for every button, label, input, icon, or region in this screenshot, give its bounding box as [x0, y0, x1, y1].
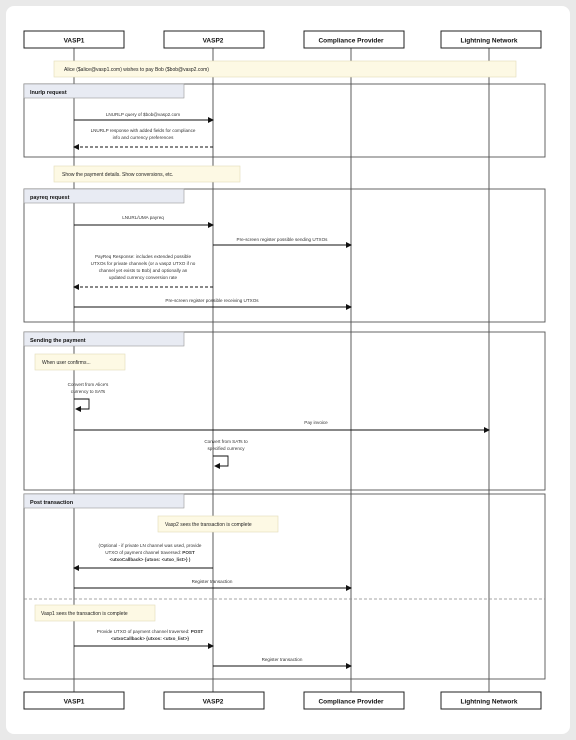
- convert-sats-label-2: specified currency: [207, 446, 245, 451]
- provide-utxo-label-1: Provide UTXO of payment channel traversed: POST: [96, 629, 204, 634]
- vasp2-complete-note-text: Vasp2 sees the transaction is complete: [165, 522, 252, 528]
- sequence-diagram: [6, 6, 570, 734]
- prescreen-receiving-label: Pre-screen register possible receiving UTXOs: [165, 298, 259, 303]
- confirm-note-text: When user confirms...: [42, 360, 91, 366]
- payreq-response-label-1: PayReq Response: includes extended possible: [94, 254, 192, 259]
- payreq-response-label-2: UTXOs for private channels (or a vasp2 UTXO if no: [90, 261, 196, 266]
- convert-alice-label-2: currency to SATs: [70, 389, 106, 394]
- convert-alice-label-1: Convert from Alice's: [67, 382, 109, 387]
- svg-text:Compliance Provider: Compliance Provider: [318, 37, 384, 45]
- svg-text:VASP1: VASP1: [63, 698, 85, 706]
- frame-post-label: Post transaction: [30, 500, 74, 506]
- vasp1-complete-note-text: Vasp1 sees the transaction is complete: [41, 611, 128, 617]
- details-note-text: Show the payment details. Show conversions, etc.: [62, 172, 174, 178]
- frame-payreq-label: payreq request: [30, 195, 70, 201]
- optional-utxo-label-2: UTXO of payment channel traversed: POST: [105, 550, 195, 555]
- participant-vasp1-bottom: [24, 692, 124, 709]
- svg-text:Compliance Provider: Compliance Provider: [318, 698, 384, 706]
- payreq-response-label-4: updated currency conversion rate: [108, 275, 178, 280]
- participant-vasp2-top: [164, 31, 264, 48]
- pay-invoice-label: Pay invoice: [304, 420, 328, 425]
- optional-utxo-label-3: <utxoCallback> {utxos: <utxo_list>} ): [109, 557, 191, 562]
- lnurlp-query-label: LNURLP query of $bob@vasp2.com: [105, 112, 181, 117]
- svg-text:VASP2: VASP2: [202, 698, 224, 706]
- provide-utxo-label-2: <utxoCallback> {utxos: <utxo_list>}: [110, 636, 190, 641]
- intro-note-text: Alice ($alice@vasp1.com) wishes to pay Bob ($bob@vasp2.com): [64, 67, 209, 73]
- register-transaction-label-2: Register transaction: [261, 657, 303, 662]
- participant-compliance-top: [304, 31, 404, 48]
- prescreen-sending-label: Pre-screen register possible sending UTXOs: [236, 237, 328, 242]
- lnurlp-response-label-2: info and currency preferences: [112, 135, 174, 140]
- payreq-response-label-3: channel yet exists to Bob) and optionally an: [98, 268, 188, 273]
- diagram-page: [6, 6, 570, 734]
- convert-alice-self-arrow: [74, 399, 89, 409]
- participant-compliance-bottom: [304, 692, 404, 709]
- lnurlp-response-label-1: LNURLP response with added fields for compliance: [90, 128, 196, 133]
- frame-sending-label: Sending the payment: [30, 338, 86, 344]
- participant-vasp1-top: [24, 31, 124, 48]
- svg-text:VASP1: VASP1: [63, 37, 85, 45]
- svg-text:VASP2: VASP2: [202, 37, 224, 45]
- register-transaction-label-1: Register transaction: [191, 579, 233, 584]
- svg-text:Lightning Network: Lightning Network: [460, 37, 518, 45]
- participant-lightning-top: [441, 31, 541, 48]
- frame-lnurlp-label: lnurlp request: [30, 90, 67, 96]
- participant-vasp2-bottom: [164, 692, 264, 709]
- convert-sats-self-arrow: [213, 456, 228, 466]
- convert-sats-label-1: Convert from SATs to: [204, 439, 248, 444]
- optional-utxo-label-1: (Optional - if private LN channel was used, provide: [98, 543, 202, 548]
- frame-post: [24, 494, 545, 679]
- payreq-label: LNURL/UMA payreq: [122, 215, 164, 220]
- participant-lightning-bottom: [441, 692, 541, 709]
- svg-text:Lightning Network: Lightning Network: [460, 698, 518, 706]
